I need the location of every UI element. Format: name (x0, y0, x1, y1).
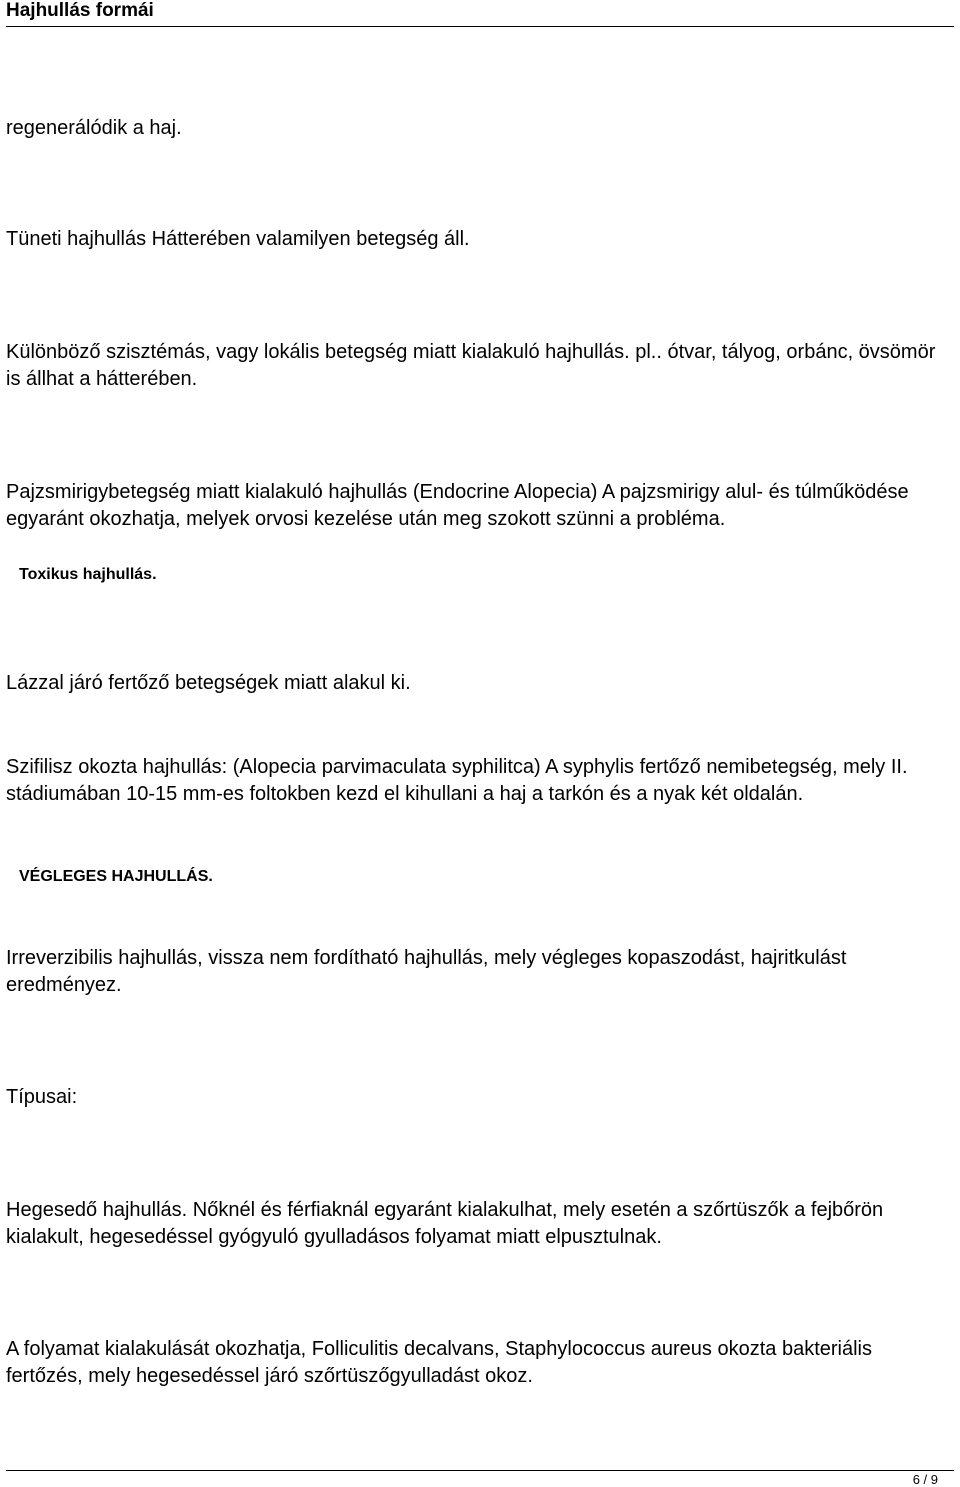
document-title: Hajhullás formái (6, 0, 154, 21)
page-number: 6 / 9 (912, 1472, 938, 1487)
paragraph-symptomatic-hair-loss: Tüneti hajhullás Hátterében valamilyen betegség áll. (6, 228, 470, 250)
paragraph-regeneration: regenerálódik a haj. (6, 117, 182, 139)
footer-divider (6, 1470, 954, 1471)
heading-toxic-hair-loss: Toxikus hajhullás. (19, 566, 157, 583)
paragraph-thyroid-disease: Pajzsmirigybetegség miatt kialakuló hajhullás (Endocrine Alopecia) A pajzsmirigy alul- és túlműködése egyaránt okozhatja, melyek orvosi kezelése után meg szokott szünni a probléma. (6, 481, 909, 530)
paragraph-irreversible-hair-loss: Irreverzibilis hajhullás, vissza nem fordítható hajhullás, mely végleges kopaszodást, hajritkulást eredményez. (6, 947, 847, 996)
paragraph-types: Típusai: (6, 1086, 78, 1108)
paragraph-fever-infections: Lázzal járó fertőző betegségek miatt alakul ki. (6, 672, 411, 694)
paragraph-scarring-hair-loss: Hegesedő hajhullás. Nőknél és férfiaknál egyaránt kialakulhat, mely esetén a szőrtüszők a fejbőrön kialakult, hegesedéssel gyógyuló gyulladásos folyamat miatt elpusztulnak. (6, 1199, 884, 1248)
paragraph-syphilis: Szifilisz okozta hajhullás: (Alopecia parvimaculata syphilitca) A syphylis fertőző nemibetegség, mely II. stádiumában 10-15 mm-es foltokben kezd el kihullani a haj a tarkón és a nyak két oldalán. (6, 756, 908, 805)
paragraph-systemic-local-disease: Különböző szisztémás, vagy lokális betegség miatt kialakuló hajhullás. pl.. ótvar, tályog, orbánc, övsömör is állhat a hátterében. (6, 341, 936, 390)
paragraph-folliculitis: A folyamat kialakulását okozhatja, Folliculitis decalvans, Staphylococcus aureus okozta bakteriális fertőzés, mely hegesedéssel járó szőrtüszőgyulladást okoz. (6, 1338, 872, 1387)
heading-permanent-hair-loss: VÉGLEGES HAJHULLÁS. (19, 868, 213, 885)
page-header (6, 0, 954, 27)
